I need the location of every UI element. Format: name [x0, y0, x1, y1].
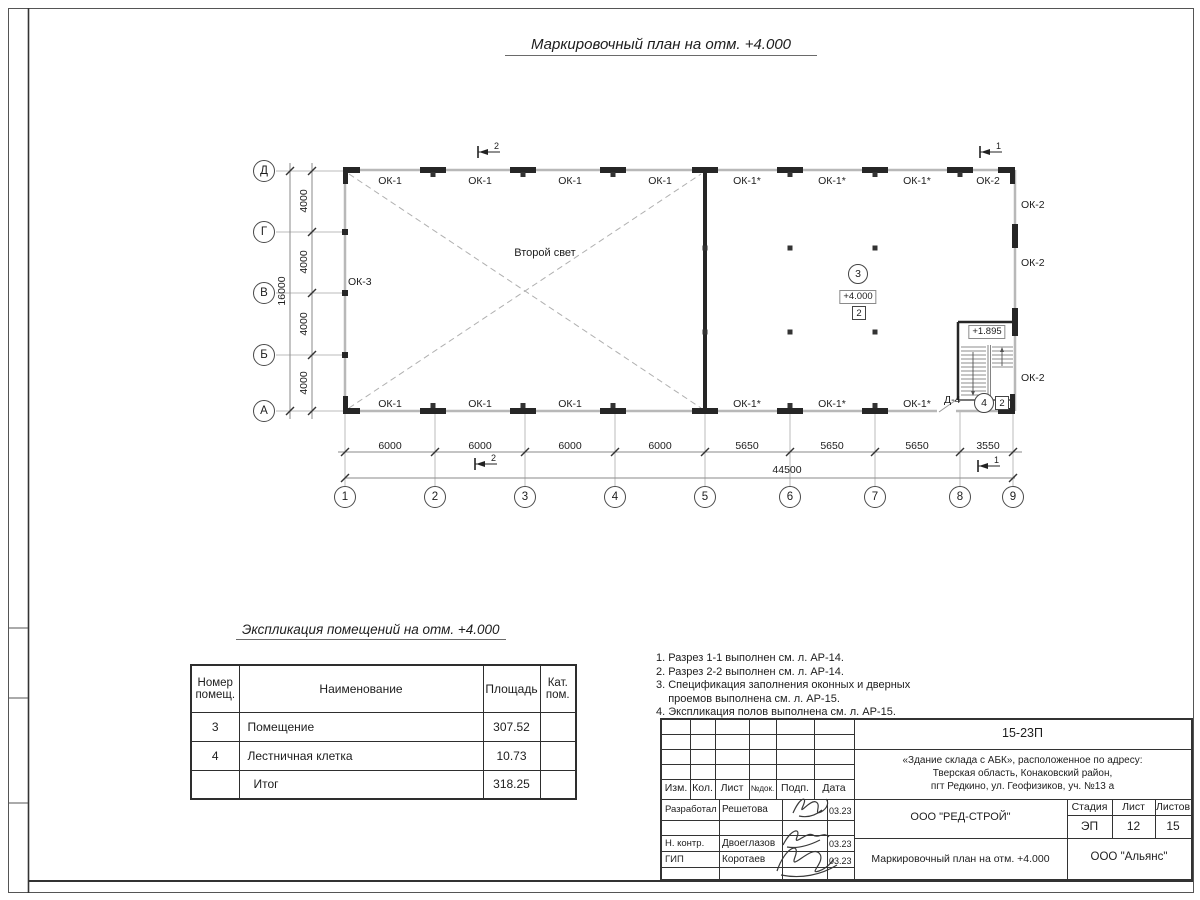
title-block [660, 718, 1193, 881]
dimension: 3550 [976, 440, 1000, 452]
table-title: Экспликация помещений на отм. +4.000 [236, 622, 506, 640]
cell-cat [540, 770, 576, 799]
dimension: 4000 [298, 250, 310, 274]
stage-value: ЭП [1080, 819, 1099, 833]
cell-num [191, 770, 239, 799]
window-label: ОК-2 [976, 175, 1000, 187]
section-marker: 1 [994, 455, 1000, 465]
room-number-bubble: 3 [848, 264, 868, 284]
dimension: 6000 [648, 440, 672, 452]
sheets-value: 15 [1166, 819, 1180, 833]
column-header: Наименование [239, 665, 483, 712]
stair-number-bubble: 4 [974, 393, 994, 413]
axis-number: 7 [864, 486, 886, 508]
axis-number: 2 [424, 486, 446, 508]
tb-role: ГИП [665, 854, 684, 865]
tb-col-list: Лист [720, 782, 744, 794]
axis-letter: Г [253, 221, 275, 243]
window-label: ОК-2 [1021, 199, 1045, 211]
cell-name: Лестничная клетка [239, 741, 483, 770]
dimension-total: 44500 [772, 464, 802, 476]
cell-num: 3 [191, 712, 239, 741]
column-header: Площадь [483, 665, 540, 712]
tb-role: Н. контр. [665, 838, 705, 849]
dimension: 6000 [558, 440, 582, 452]
room-category: 2 [852, 306, 866, 320]
window-label: ОК-3 [348, 276, 372, 288]
axis-number: 4 [604, 486, 626, 508]
window-label: ОК-1 [378, 175, 402, 187]
project-address-1: «Здание склада с АБК», расположенное по адресу: [902, 755, 1143, 766]
window-label: ОК-1* [733, 398, 761, 410]
note-line: 2. Разрез 2-2 выполнен см. л. АР-14. [656, 665, 844, 678]
dimension: 4000 [298, 312, 310, 336]
sheets-label: Листов [1155, 801, 1191, 813]
window-label: ОК-1 [558, 398, 582, 410]
project-code: 15-23П [1002, 726, 1043, 740]
sheet-value: 12 [1126, 819, 1141, 833]
window-label: ОК-1 [378, 398, 402, 410]
dimension-total: 16000 [276, 276, 288, 306]
stair-elevation: +1.895 [968, 325, 1005, 339]
cell-name: Помещение [239, 712, 483, 741]
window-label: ОК-1* [903, 398, 931, 410]
sheet-label: Лист [1122, 801, 1145, 813]
cell-area: 318.25 [483, 770, 540, 799]
dimension: 5650 [905, 440, 929, 452]
axis-number: 1 [334, 486, 356, 508]
axis-number: 3 [514, 486, 536, 508]
table-row [191, 770, 576, 799]
tb-date: 03.23 [829, 856, 852, 866]
dimension: 5650 [735, 440, 759, 452]
window-label: ОК-2 [1021, 372, 1045, 384]
dimension: 6000 [468, 440, 492, 452]
void-label: Второй свет [514, 247, 576, 259]
column-header: Номер помещ. [191, 665, 239, 712]
project-address-3: пгт Редкино, ул. Геофизиков, уч. №13 а [930, 781, 1115, 792]
cell-cat [540, 712, 576, 741]
window-label: ОК-2 [1021, 257, 1045, 269]
cell-num: 4 [191, 741, 239, 770]
note-line: 3. Спецификация заполнения оконных и дверных [656, 679, 911, 692]
note-line: 4. Экспликация полов выполнена см. л. АР-15. [656, 706, 896, 719]
axis-letter: А [253, 400, 275, 422]
dimension: 4000 [298, 189, 310, 213]
dimension: 4000 [298, 371, 310, 395]
dimension: 6000 [378, 440, 402, 452]
note-line: проемов выполнена см. л. АР-15. [656, 692, 840, 705]
axis-letter: Д [253, 160, 275, 182]
tb-date: 03.23 [829, 839, 852, 849]
org-name: ООО "РЕД-СТРОЙ" [910, 811, 1011, 823]
axis-number: 9 [1002, 486, 1024, 508]
stair-category: 2 [995, 396, 1009, 410]
table-row [191, 712, 576, 741]
section-marker: 2 [491, 453, 497, 463]
window-label: ОК-1 [468, 398, 492, 410]
axis-number: 5 [694, 486, 716, 508]
tb-name: Решетова [722, 804, 768, 815]
window-label: ОК-1* [733, 175, 761, 187]
tb-name: Двоеглазов [722, 838, 776, 849]
org2-name: ООО "Альянс" [1090, 851, 1168, 863]
cell-cat [540, 741, 576, 770]
note-line: 1. Разрез 1-1 выполнен см. л. АР-14. [656, 652, 844, 664]
notes [656, 652, 910, 720]
stage-label: Стадия [1071, 801, 1108, 813]
window-label: ОК-1* [903, 175, 931, 187]
tb-role: Разработал [665, 804, 717, 815]
cell-name: Итог [239, 770, 483, 799]
page-title: Маркировочный план на отм. +4.000 [505, 36, 817, 56]
tb-col-ndoc: №док. [750, 784, 775, 793]
cell-area: 10.73 [483, 741, 540, 770]
section-marker: 2 [494, 141, 500, 151]
window-label: ОК-1* [818, 398, 846, 410]
axis-number: 8 [949, 486, 971, 508]
explication-table [190, 664, 577, 800]
tb-col-data: Дата [822, 782, 846, 794]
axis-letter: Б [253, 344, 275, 366]
axis-number: 6 [779, 486, 801, 508]
table-row [191, 741, 576, 770]
doc-title: Маркировочный план на отм. +4.000 [871, 853, 1050, 865]
project-address-2: Тверская область, Конаковский район, [932, 768, 1113, 779]
column-header: Кат. пом. [540, 665, 576, 712]
section-marker: 1 [996, 141, 1002, 151]
tb-col-izm: Изм. [664, 782, 688, 794]
tb-name: Коротаев [722, 854, 766, 865]
window-label: ОК-1 [468, 175, 492, 187]
window-label: ОК-1 [648, 175, 672, 187]
axis-letter: В [253, 282, 275, 304]
tb-col-podp: Подп. [781, 782, 809, 794]
window-label: ОК-1 [558, 175, 582, 187]
tb-col-kol: Кол. [692, 782, 713, 794]
dimension: 5650 [820, 440, 844, 452]
window-label: ОК-1* [818, 175, 846, 187]
room-elevation: +4.000 [839, 290, 876, 304]
cell-area: 307.52 [483, 712, 540, 741]
door-label: Д-4 [944, 394, 961, 406]
tb-date: 03.23 [829, 806, 852, 816]
